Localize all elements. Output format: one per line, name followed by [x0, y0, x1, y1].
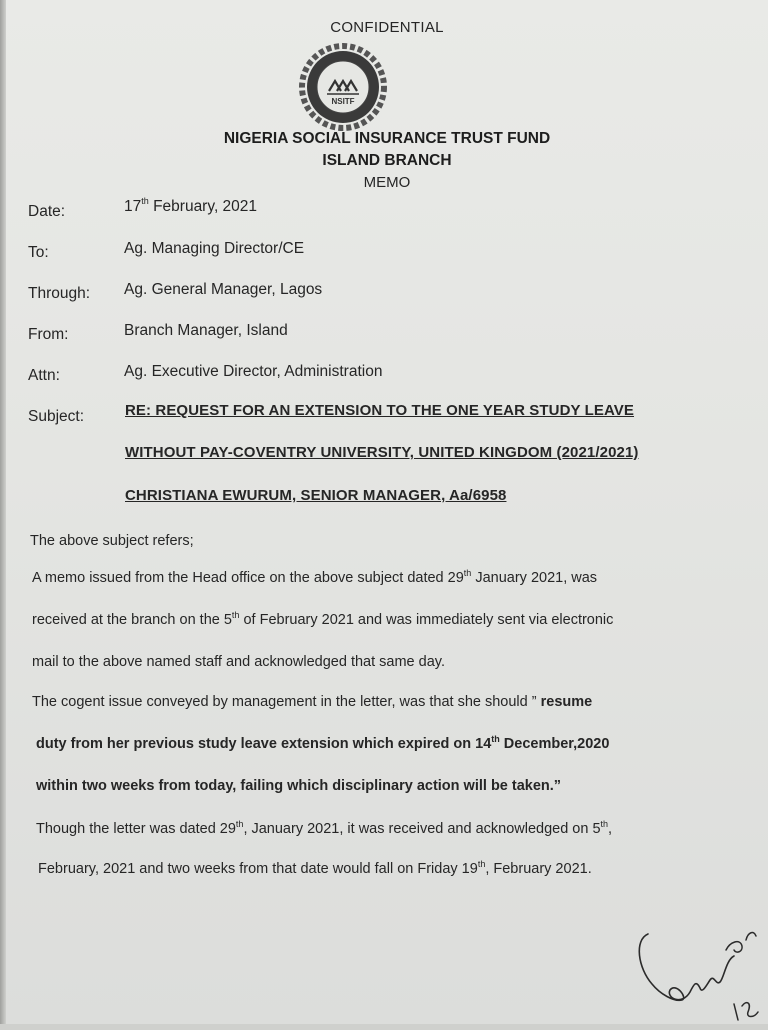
branch-name: ISLAND BRANCH	[322, 152, 452, 169]
paragraph-3-line-1: The cogent issue conveyed by management in the letter, was that she should ” resume	[32, 694, 593, 710]
paragraph-3-line-2: duty from her previous study leave extension which expired on 14th December,2020	[36, 734, 610, 752]
nsitf-seal-logo	[289, 42, 397, 132]
through-value: Ag. General Manager, Lagos	[124, 281, 323, 298]
to-label: To:	[28, 244, 49, 261]
from-value: Branch Manager, Island	[124, 322, 288, 339]
document-type: MEMO	[363, 174, 411, 191]
subject-label: Subject:	[28, 408, 85, 425]
confidential-label: CONFIDENTIAL	[330, 19, 444, 36]
paragraph-2-line-3: mail to the above named staff and acknowledged that same day.	[32, 654, 445, 670]
paragraph-3-line-3: within two weeks from today, failing which disciplinary action will be taken.”	[36, 778, 562, 794]
paragraph-4-line-1: Though the letter was dated 29th, January 2021, it was received and acknowledged on 5th,	[36, 819, 613, 837]
paragraph-2-line-2: received at the branch on the 5th of February 2021 and was immediately sent via electronic	[32, 610, 614, 628]
attn-label: Attn:	[28, 367, 60, 384]
attn-value: Ag. Executive Director, Administration	[124, 363, 383, 380]
paragraph-4-line-2: February, 2021 and two weeks from that date would fall on Friday 19th, February 2021.	[38, 859, 592, 877]
paragraph-1: The above subject refers;	[30, 533, 194, 549]
svg-text:NSITF: NSITF	[331, 97, 355, 106]
from-label: From:	[28, 326, 69, 343]
subject-line-1: RE: REQUEST FOR AN EXTENSION TO THE ONE YEAR STUDY LEAVE	[125, 402, 635, 419]
subject-line-3: CHRISTIANA EWURUM, SENIOR MANAGER, Aa/6958	[125, 487, 507, 504]
paragraph-2-line-1: A memo issued from the Head office on the above subject dated 29th January 2021, was	[32, 568, 598, 586]
date-label: Date:	[28, 203, 66, 220]
handwritten-signature	[630, 920, 768, 1030]
subject-line-2: WITHOUT PAY-COVENTRY UNIVERSITY, UNITED KINGDOM (2021/2021)	[125, 444, 639, 461]
through-label: Through:	[28, 285, 91, 302]
organization-name: NIGERIA SOCIAL INSURANCE TRUST FUND	[223, 130, 551, 147]
date-value: 17th February, 2021	[124, 196, 258, 215]
memo-page	[6, 0, 768, 1024]
to-value: Ag. Managing Director/CE	[124, 240, 305, 257]
